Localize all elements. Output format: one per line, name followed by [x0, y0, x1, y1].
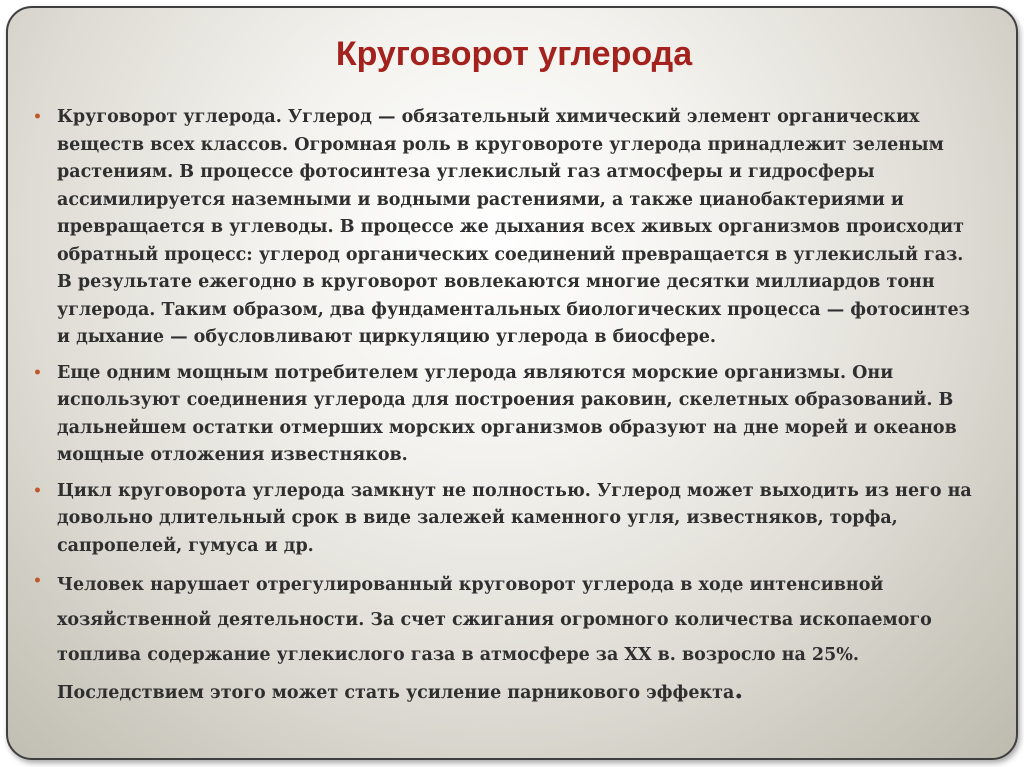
bullet-marker-icon: •	[33, 109, 42, 125]
bullet-text: Круговорот углерода. Углерод — обязательный химический элемент органических веществ всех классов. Огромная роль в круговороте углерода принадлежит зеленым растениям. В процессе фотосинтеза углекислый газ атмосферы и гидросферы ассимилируется наземными и водными растениями, а также цианобактериями и превращается в углеводы. В процессе же дыхания всех живых организмов происходит обратный процесс: углерод органических соединений превращается в углекислый газ. В результате ежегодно в круговорот вовлекаются многие десятки миллиардов тонн углерода. Таким образом, два фундаментальных биологических процесса — фотосинтез и дыхание — обусловливают циркуляцию углерода в биосфере.	[57, 107, 970, 347]
bullet-list	[33, 104, 973, 719]
bullet-marker-icon: •	[33, 482, 42, 499]
bullet-item	[33, 104, 973, 352]
bullet-text: Еще одним мощным потребителем углерода являются морские организмы. Они используют соединения углерода для построения раковин, скелетных образований. В дальнейшем остатки отмерших морских организмов образуют на дне морей и океанов мощные отложения известняков.	[57, 362, 957, 465]
bullet-text: Цикл круговорота углерода замкнут не полностью. Углерод может выходить из него на довольно длительный срок в виде залежей каменного угля, известняков, торфа, сапропелей, гумуса и др.	[57, 480, 972, 556]
bullet-text: Человек нарушает отрегулированный круговорот углерода в ходе интенсивной хозяйственной деятельности. За счет сжигания огромного количества ископаемого топлива содержание углекислого газа в атмосфере за XX в. возросло на 25%. Последствием этого может стать усиление парникового эффекта	[57, 575, 932, 703]
bullet-marker-icon: •	[33, 573, 42, 589]
slide-title: Круговорот углерода	[335, 35, 693, 73]
bullet-item	[33, 568, 973, 711]
bullet-item	[33, 478, 973, 561]
bullet-text-container	[57, 568, 973, 711]
bullet-marker-icon: •	[33, 364, 42, 381]
final-period: .	[734, 675, 744, 705]
bullet-item	[33, 360, 973, 470]
slide	[6, 6, 1018, 760]
